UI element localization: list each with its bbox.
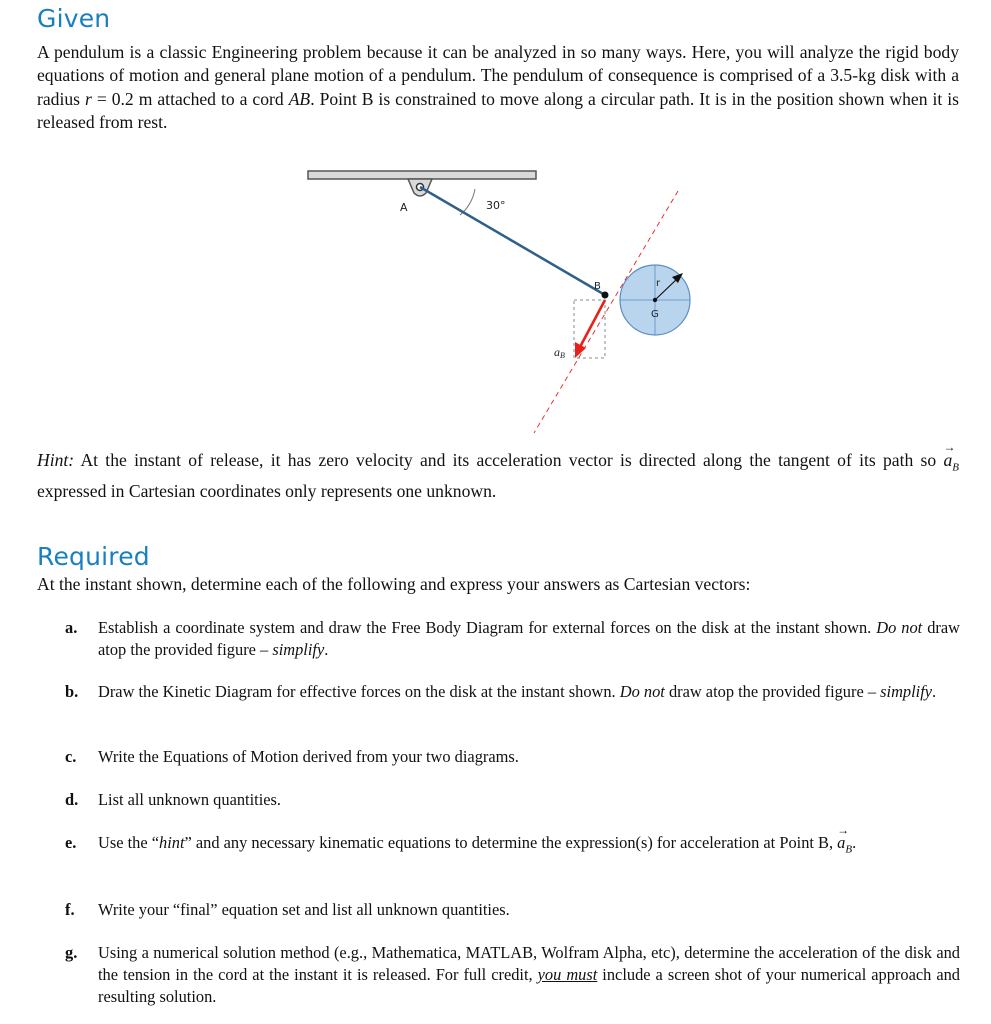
given-text-2: . Point B is constrained to move along a circular path. It is in the position shown when it is released from rest. bbox=[37, 88, 959, 133]
list-item-g bbox=[65, 942, 960, 1008]
accel-vector-symbol: → $a_B$ bbox=[837, 832, 852, 860]
given-heading: Given bbox=[37, 4, 111, 33]
item-label: a. bbox=[65, 618, 78, 637]
item-text: Write the Equations of Motion derived from your two diagrams. bbox=[98, 747, 519, 766]
list-item-f bbox=[65, 899, 960, 921]
hint-text-2: expressed in Cartesian coordinates only represents one unknown. bbox=[37, 480, 497, 501]
item-text: List all unknown quantities. bbox=[98, 790, 282, 809]
cord-name: AB bbox=[288, 88, 311, 109]
ceiling-support bbox=[308, 171, 536, 179]
item-label: b. bbox=[65, 682, 79, 701]
item-label: d. bbox=[65, 790, 79, 809]
cord-ab bbox=[420, 187, 605, 295]
angle-label: 30° bbox=[486, 199, 506, 212]
given-paragraph bbox=[37, 41, 959, 135]
radius-value: = 0.2 m attached to a cord bbox=[91, 88, 289, 109]
label-b: B bbox=[594, 281, 601, 292]
item-text: Write your “final” equation set and list all unknown quantities. bbox=[98, 900, 510, 919]
accel-arrow bbox=[580, 300, 605, 347]
hint-prefix: Hint: bbox=[37, 450, 75, 470]
accel-label: aB bbox=[554, 345, 565, 360]
item-label: e. bbox=[65, 833, 77, 852]
item-label: c. bbox=[65, 747, 77, 766]
point-b bbox=[602, 292, 609, 299]
item-text: Using a numerical solution method (e.g., Mathematica, MATLAB, Wolfram Alpha, etc), determine the acceleration of the disk and the tension in the cord at the instant it is released. For full credit, you must include a screen shot of your numerical approach and resulting solution. bbox=[98, 943, 960, 1006]
given-text-1: A pendulum is a classic Engineering problem because it can be analyzed in so many ways. Here, you will analyze the rigid body equations of motion and general plane motion of a pendulum. The pendulum of consequence is comprised of a 3.5-kg disk with a radius bbox=[37, 42, 959, 109]
list-item-a bbox=[65, 617, 960, 661]
list-item-d bbox=[65, 789, 960, 811]
pendulum-figure bbox=[300, 165, 700, 435]
list-item-b bbox=[65, 681, 960, 703]
list-item-c bbox=[65, 746, 960, 768]
label-a: A bbox=[400, 201, 408, 214]
radius-symbol: r bbox=[84, 88, 92, 109]
item-label: g. bbox=[65, 943, 78, 962]
center-g bbox=[653, 298, 657, 302]
hint-paragraph bbox=[37, 449, 959, 503]
label-g: G bbox=[651, 309, 659, 320]
required-intro: At the instant shown, determine each of the following and express your answers as Cartesian vectors: bbox=[37, 574, 751, 594]
item-text: Draw the Kinetic Diagram for effective forces on the disk at the instant shown. Do not draw atop the provided figure – simplify. bbox=[98, 682, 937, 701]
item-text: Use the “hint” and any necessary kinematic equations to determine the expression(s) for acceleration at Point B, → $a_B$. bbox=[98, 832, 960, 860]
required-heading: Required bbox=[37, 542, 150, 571]
hint-text-1: At the instant of release, it has zero velocity and its acceleration vector is directed along the tangent of its path so bbox=[74, 450, 944, 470]
item-label: f. bbox=[65, 900, 75, 919]
list-item-e bbox=[65, 832, 960, 860]
item-text: Establish a coordinate system and draw the Free Body Diagram for external forces on the disk at the instant shown. Do not draw atop the provided figure – simplify. bbox=[98, 618, 960, 659]
label-r: r bbox=[656, 278, 661, 289]
accel-vector-symbol: → $a_B$ bbox=[943, 449, 959, 480]
